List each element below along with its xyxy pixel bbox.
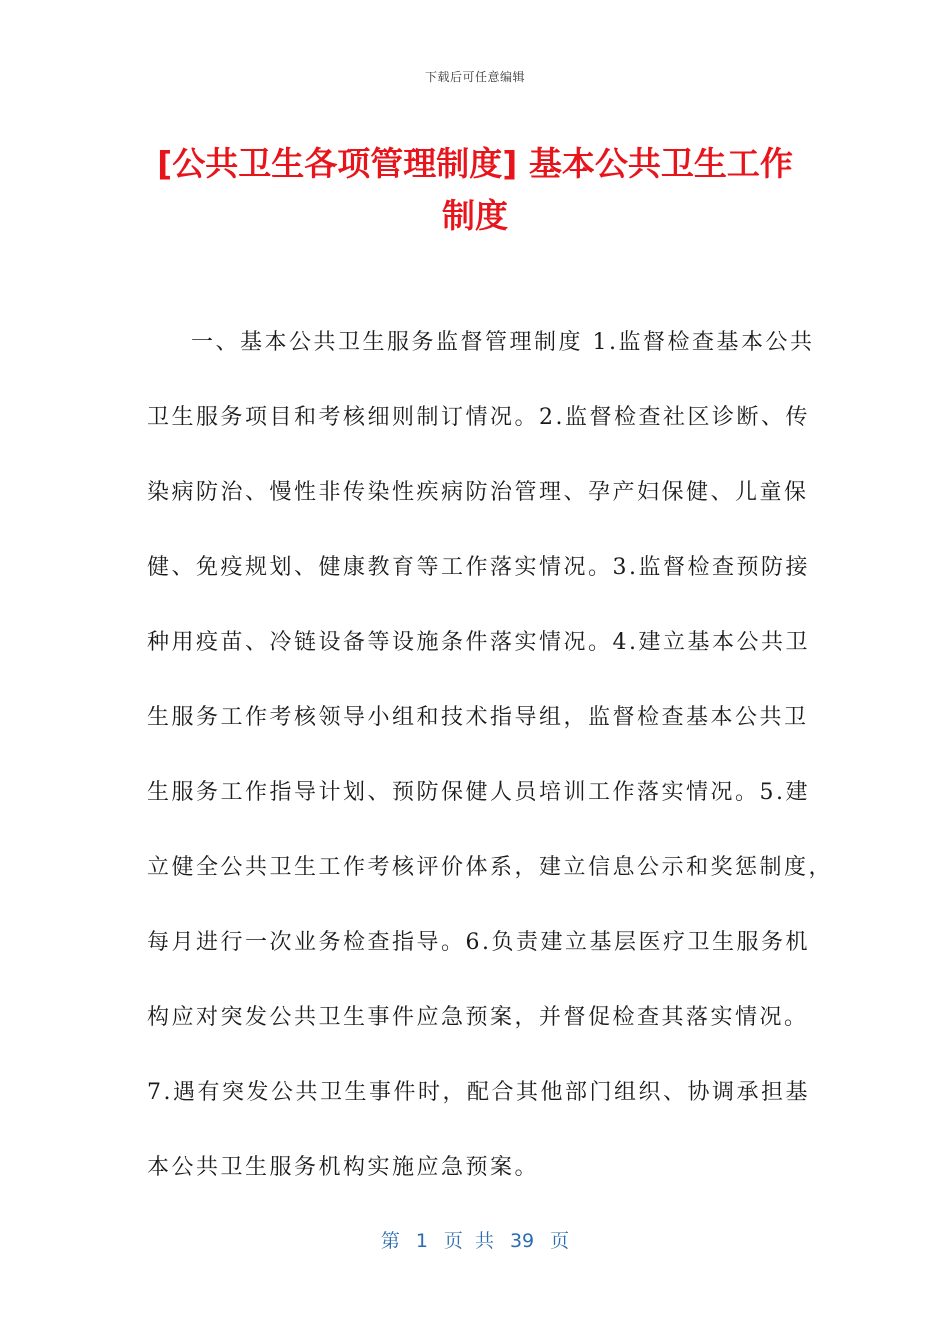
body-line: 一、基本公共卫生服务监督管理制度 1.监督检查基本公共 — [191, 330, 815, 355]
body-line: 每月进行一次业务检查指导。6.负责建立基层医疗卫生服务机 — [147, 930, 810, 955]
body-line: 7.遇有突发公共卫生事件时，配合其他部门组织、协调承担基 — [147, 1080, 810, 1105]
body-line: 健、免疫规划、健康教育等工作落实情况。3.监督检查预防接 — [147, 555, 810, 580]
page-prefix: 第 — [380, 1230, 400, 1252]
body-line: 种用疫苗、冷链设备等设施条件落实情况。4.建立基本公共卫 — [147, 630, 810, 655]
page-footer — [0, 1226, 950, 1253]
title-line-2: 制度 — [442, 196, 508, 235]
page-suffix: 页 — [550, 1230, 570, 1252]
header-note: 下载后可任意编辑 — [424, 70, 525, 84]
body-line: 构应对突发公共卫生事件应急预案，并督促检查其落实情况。 — [147, 1005, 809, 1030]
current-page-number: 1 — [415, 1230, 428, 1252]
body-line: 染病防治、慢性非传染性疾病防治管理、孕产妇保健、儿童保 — [147, 480, 809, 505]
page-mid-label: 页 共 — [443, 1230, 494, 1252]
title-line-1: [公共卫生各项管理制度] 基本公共卫生工作 — [157, 144, 793, 183]
body-line: 生服务工作指导计划、预防保健人员培训工作落实情况。5.建 — [147, 780, 810, 805]
body-line: 生服务工作考核领导小组和技术指导组，监督检查基本公共卫 — [147, 705, 809, 730]
body-line: 立健全公共卫生工作考核评价体系，建立信息公示和奖惩制度， — [147, 855, 834, 880]
document-title — [120, 138, 830, 242]
total-pages-number: 39 — [509, 1230, 535, 1252]
body-line: 本公共卫生服务机构实施应急预案。 — [147, 1155, 540, 1180]
document-body — [147, 320, 834, 1220]
body-line: 卫生服务项目和考核细则制订情况。2.监督检查社区诊断、传 — [147, 405, 810, 430]
